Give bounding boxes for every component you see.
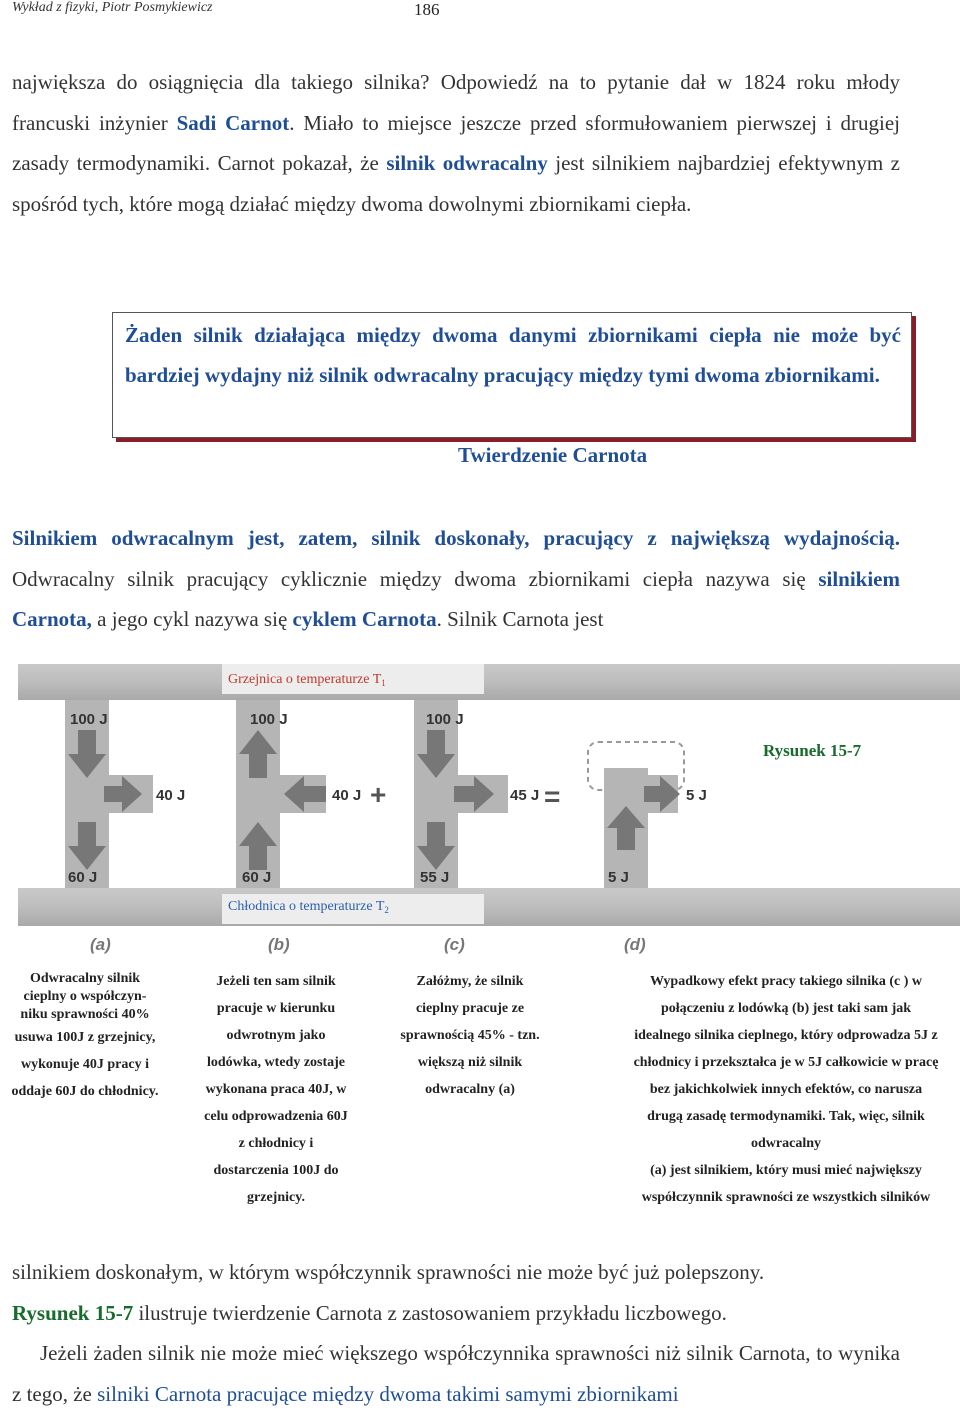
caption-line: odwracalny bbox=[751, 1136, 821, 1151]
heat-in-label: 100 J bbox=[70, 711, 108, 728]
equals-sign: = bbox=[544, 781, 561, 812]
caption-line: niku sprawności 40% bbox=[20, 1007, 150, 1022]
text: . Silnik Carnota jest bbox=[436, 607, 604, 631]
paragraph-intro bbox=[12, 62, 900, 224]
heat-out-label: 60 J bbox=[68, 869, 98, 886]
text: silnikiem doskonałym, w którym współczynnik sprawności nie może być już polepszony. bbox=[12, 1260, 765, 1284]
heat-out-label: 100 J bbox=[250, 711, 288, 728]
panel-letter: (b) bbox=[268, 935, 290, 954]
caption-line: cieplny pracuje ze bbox=[415, 1001, 525, 1016]
cold-reservoir bbox=[18, 888, 960, 926]
plus-sign: + bbox=[370, 779, 387, 810]
caption-line: idealnego silnika cieplnego, który odprowadza 5J z bbox=[634, 1028, 938, 1043]
caption-line: większą niż silnik bbox=[417, 1055, 523, 1070]
name-sadi-carnot: Sadi Carnot bbox=[176, 110, 290, 135]
work-label: 40 J bbox=[156, 787, 186, 804]
caption-line: dostarczenia 100J do bbox=[213, 1163, 339, 1178]
caption-line: Odwracalny silnik bbox=[29, 971, 141, 986]
caption-line: odwrotnym jako bbox=[226, 1028, 326, 1043]
work-label: 40 J bbox=[332, 787, 362, 804]
caption-line: oddaje 60J do chłodnicy. bbox=[11, 1084, 159, 1099]
heat-in-label: 5 J bbox=[608, 869, 629, 886]
caption-line: z chłodnicy i bbox=[238, 1136, 314, 1151]
running-header: Wykład z fizyki, Piotr Posmykiewicz bbox=[12, 0, 213, 15]
caption-line: bez jakichkolwiek innych efektów, co narusza bbox=[649, 1082, 923, 1097]
panel-letter: (d) bbox=[624, 935, 646, 954]
work-label: 5 J bbox=[686, 787, 707, 804]
theorem-text: Żaden silnik działająca między dwoma danymi zbiornikami ciepła nie może być bardziej wydajny niż silnik odwracalny pracujący między tymi dwoma zbiornikami. bbox=[125, 323, 901, 387]
text: Odwracalny silnik pracujący cyklicznie między dwoma zbiornikami ciepła nazywa się bbox=[12, 566, 819, 591]
carnot-figure bbox=[0, 650, 960, 960]
caption-line: wykonana praca 40J, w bbox=[205, 1082, 347, 1097]
term-carnot-engine: silnikiem Carnota, bbox=[12, 566, 900, 631]
text: a jego cykl nazywa się bbox=[91, 607, 293, 631]
caption-line: drugą zasadę termodynamiki. Tak, więc, silnik bbox=[647, 1109, 925, 1124]
caption-line: wykonuje 40J pracy i bbox=[21, 1057, 149, 1072]
text-highlight: silniki Carnota pracujące między dwoma takimi samymi zbiornikami bbox=[97, 1381, 679, 1406]
term-reversible-engine: silnik odwracalny bbox=[386, 151, 548, 175]
text: Jeżeli żaden silnik nie może mieć większego współczynnika sprawności niż silnik Carnota, to wynika z tego, że bbox=[12, 1341, 900, 1406]
heat-in-label: 60 J bbox=[242, 869, 272, 886]
theorem-box bbox=[112, 312, 912, 438]
cold-reservoir-label: Chłodnica o temperaturze $T_2$ bbox=[228, 899, 389, 915]
caption-line: współczynnik sprawności ze wszystkich silników bbox=[641, 1190, 931, 1205]
caption-line: pracuje w kierunku bbox=[216, 1001, 336, 1016]
caption-line: odwracalny (a) bbox=[425, 1082, 515, 1097]
caption-line: Jeżeli ten sam silnik bbox=[216, 974, 336, 989]
caption-line: połączeniu z lodówką (b) jest taki sam jak bbox=[660, 1001, 912, 1016]
paragraph-figure-reference bbox=[12, 1252, 900, 1333]
caption-line: cieplny o współczyn- bbox=[23, 989, 147, 1004]
caption-line: sprawnością 45% - tzn. bbox=[400, 1028, 540, 1043]
caption-line: celu odprowadzenia 60J bbox=[204, 1109, 348, 1124]
caption-d bbox=[612, 968, 960, 1211]
hot-reservoir-label: Grzejnica o temperaturze $T_1$ bbox=[228, 672, 386, 688]
paragraph-carnot-engine bbox=[12, 518, 900, 640]
heat-in-label: 100 J bbox=[426, 711, 464, 728]
text: . Miało to miejsce jeszcze przed sformułowaniem pierwszej i drugiej zasady termodynamiki. Carnot pokazał, że bbox=[12, 110, 900, 175]
text: jest silnikiem najbardziej efektywnym z spośród tych, które mogą działać między dwoma dowolnymi zbiornikami ciepła. bbox=[12, 151, 900, 216]
caption-line: usuwa 100J z grzejnicy, bbox=[14, 1030, 156, 1045]
page-number: 186 bbox=[414, 0, 440, 19]
term-carnot-cycle: cyklem Carnota bbox=[292, 607, 437, 631]
figure-reference: Rysunek 15-7 bbox=[12, 1300, 134, 1325]
panel-letter: (c) bbox=[444, 935, 465, 954]
heat-out-label: 55 J bbox=[420, 869, 450, 886]
theorem-label: Twierdzenie Carnota bbox=[458, 443, 648, 467]
caption-line: Wypadkowy efekt pracy takiego silnika (c ) w bbox=[649, 974, 923, 989]
paragraph-conclusion bbox=[12, 1333, 900, 1414]
caption-line: Załóżmy, że silnik bbox=[416, 974, 524, 989]
figure-caption: Rysunek 15-7 bbox=[763, 741, 862, 760]
panel-letter: (a) bbox=[90, 935, 111, 954]
caption-c bbox=[380, 968, 560, 1103]
text: ilustruje twierdzenie Carnota z zastosowaniem przykładu liczbowego. bbox=[133, 1300, 727, 1325]
hot-reservoir bbox=[18, 664, 960, 700]
caption-a bbox=[0, 970, 170, 1105]
caption-line: grzejnicy. bbox=[247, 1190, 305, 1205]
text: największa do osiągnięcia dla takiego silnika? Odpowiedź na to pytanie dał w 1824 roku młody francuski inżynier bbox=[12, 70, 900, 135]
caption-line: (a) jest silnikiem, który musi mieć największy bbox=[650, 1163, 922, 1178]
caption-b bbox=[190, 968, 362, 1211]
work-label: 45 J bbox=[510, 787, 540, 804]
caption-line: lodówka, wtedy zostaje bbox=[206, 1055, 346, 1070]
caption-line: chłodnicy i przekształca je w 5J całkowicie w pracę bbox=[633, 1055, 939, 1070]
text-bold: Silnikiem odwracalnym jest, zatem, silnik doskonały, pracujący z największą wydajnością. bbox=[12, 526, 900, 550]
